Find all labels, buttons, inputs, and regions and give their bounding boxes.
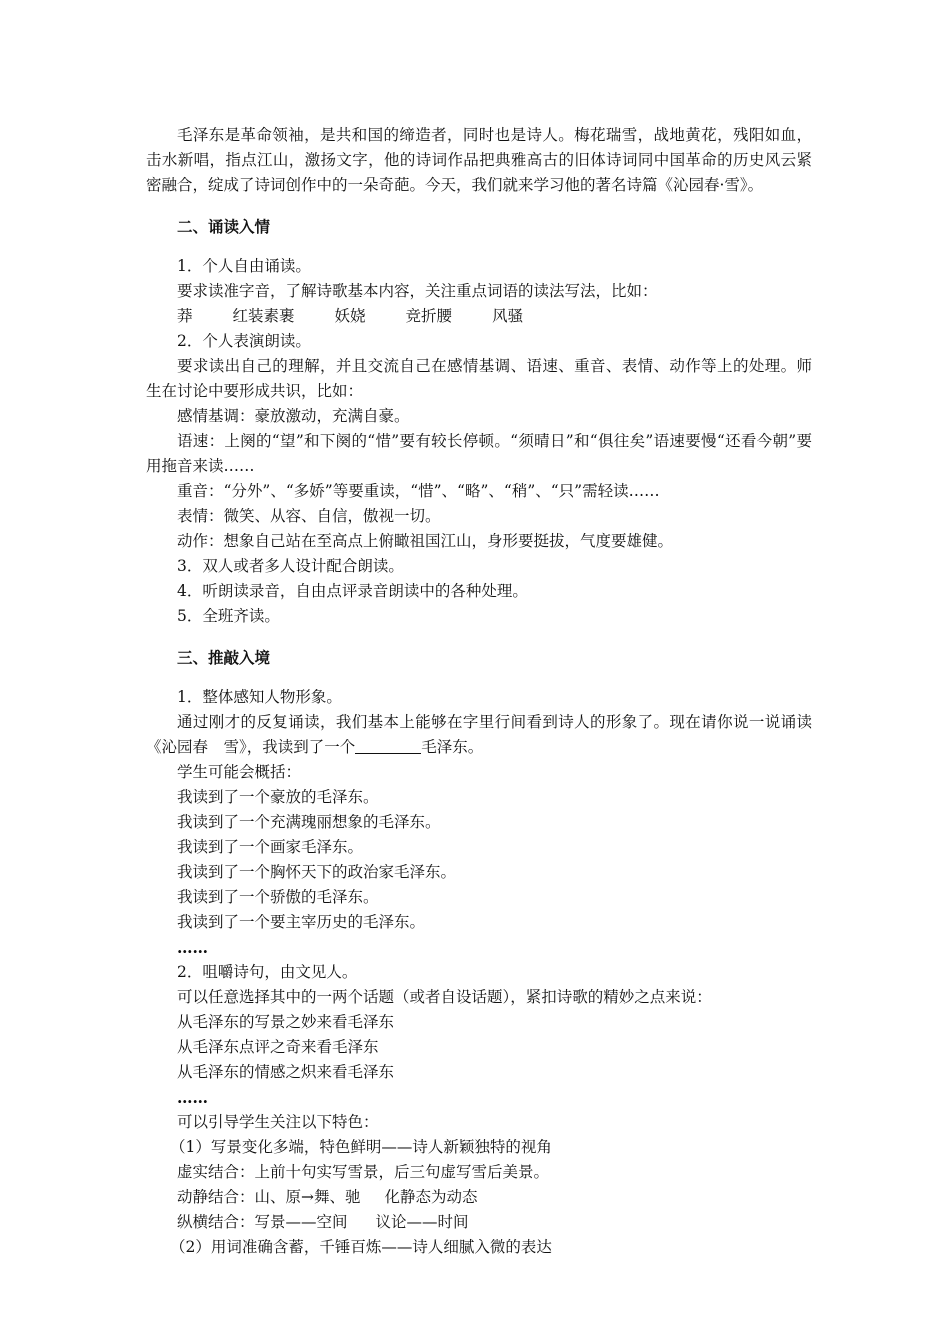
section-3-item-2: 2．咀嚼诗句，由文见人。 [177,963,358,981]
virtual-real-combination: 虚实结合：上前十句实写雪景，后三句虚写雪后美景。 [177,1163,550,1181]
expression: 表情：微笑、从容、自信，傲视一切。 [177,507,441,525]
key-word: 红装素裹 [232,307,295,325]
fill-in-blank [355,737,421,754]
key-word: 妖娆 [334,307,366,325]
section-2-item-4: 4．听朗读录音，自由点评录音朗读中的各种处理。 [177,582,528,600]
key-word: 风骚 [492,307,524,325]
section-2-item-5: 5．全班齐读。 [177,607,280,625]
topic-item: 从毛泽东的写景之妙来看毛泽东 [177,1013,395,1031]
motion-static-combination: 动静结合：山、原→舞、驰 化静态为动态 [177,1188,478,1206]
emotional-tone: 感情基调：豪放激动，充满自豪。 [177,407,410,425]
summary-item: 我读到了一个骄傲的毛泽东。 [177,888,379,906]
action: 动作：想象自己站在至高点上俯瞰祖国江山，身形要挺拔，气度要雄健。 [177,532,674,550]
document-page [146,123,812,1260]
section-2-item-2: 2．个人表演朗读。 [177,332,311,350]
section-3-item-1-text: 通过刚才的反复诵读，我们基本上能够在字里行间看到诗人的形象了。现在请你说一说诵读《沁园春 雪》，我读到了一个 毛泽东。 [146,713,812,756]
guide-text: 可以引导学生关注以下特色： [177,1113,379,1131]
feature-2: （2）用词准确含蓄，千锤百炼——诗人细腻入微的表达 [170,1238,552,1256]
feature-1: （1）写景变化多端，特色鲜明——诗人新颖独特的视角 [170,1138,552,1156]
section-2-item-2-requirement: 要求读出自己的理解，并且交流自己在感情基调、语速、重音、表情、动作等上的处理。师生在讨论中要形成共识，比如： [146,357,812,400]
section-2-item-1-requirement: 要求读准字音，了解诗歌基本内容，关注重点词语的读法写法，比如： [177,282,658,300]
topic-item: 从毛泽东点评之奇来看毛泽东 [177,1038,379,1056]
section-2-item-1: 1．个人自由诵读。 [177,257,311,275]
intro-paragraph: 毛泽东是革命领袖，是共和国的缔造者，同时也是诗人。梅花瑞雪，战地黄花，残阳如血，击水新唱，指点江山，激扬文字，他的诗词作品把典雅高古的旧体诗词同中国革命的历史风云紧密融合，绽成了诗词创作中的一朵奇葩。今天，我们就来学习他的著名诗篇《沁园春·雪》。 [146,126,812,194]
reading-speed: 语速：上阕的“望”和下阕的“惜”要有较长停顿。“须晴日”和“俱往矣”语速要慢“还看今朝”要用拖音来读…… [146,432,812,475]
key-word: 竞折腰 [405,307,453,325]
section-2-heading: 二、诵读入情 [177,216,271,236]
stress: 重音：“分外”、“多娇”等要重读，“惜”、“略”、“稍”、“只”需轻读…… [177,482,660,500]
section-2-item-3: 3．双人或者多人设计配合朗读。 [177,557,404,575]
ellipsis: …… [177,1088,208,1107]
topic-item: 从毛泽东的情感之炽来看毛泽东 [177,1063,395,1081]
key-word: 莽 [177,307,193,325]
summary-item: 我读到了一个画家毛泽东。 [177,838,364,856]
section-3-item-2-requirement: 可以任意选择其中的一两个话题（或者自设话题），紧扣诗歌的精妙之点来说： [177,988,712,1006]
summary-item: 我读到了一个要主宰历史的毛泽东。 [177,913,426,931]
summary-item: 我读到了一个胸怀天下的政治家毛泽东。 [177,863,457,881]
summary-item: 我读到了一个充满瑰丽想象的毛泽东。 [177,813,441,831]
summary-item: 我读到了一个豪放的毛泽东。 [177,788,379,806]
key-words-line [146,304,812,329]
summary-intro: 学生可能会概括： [177,763,302,781]
vertical-horizontal-combination: 纵横结合：写景——空间 议论——时间 [177,1213,469,1231]
section-3-heading: 三、推敲入境 [177,647,271,667]
ellipsis: …… [177,938,208,957]
section-3-item-1: 1．整体感知人物形象。 [177,688,342,706]
